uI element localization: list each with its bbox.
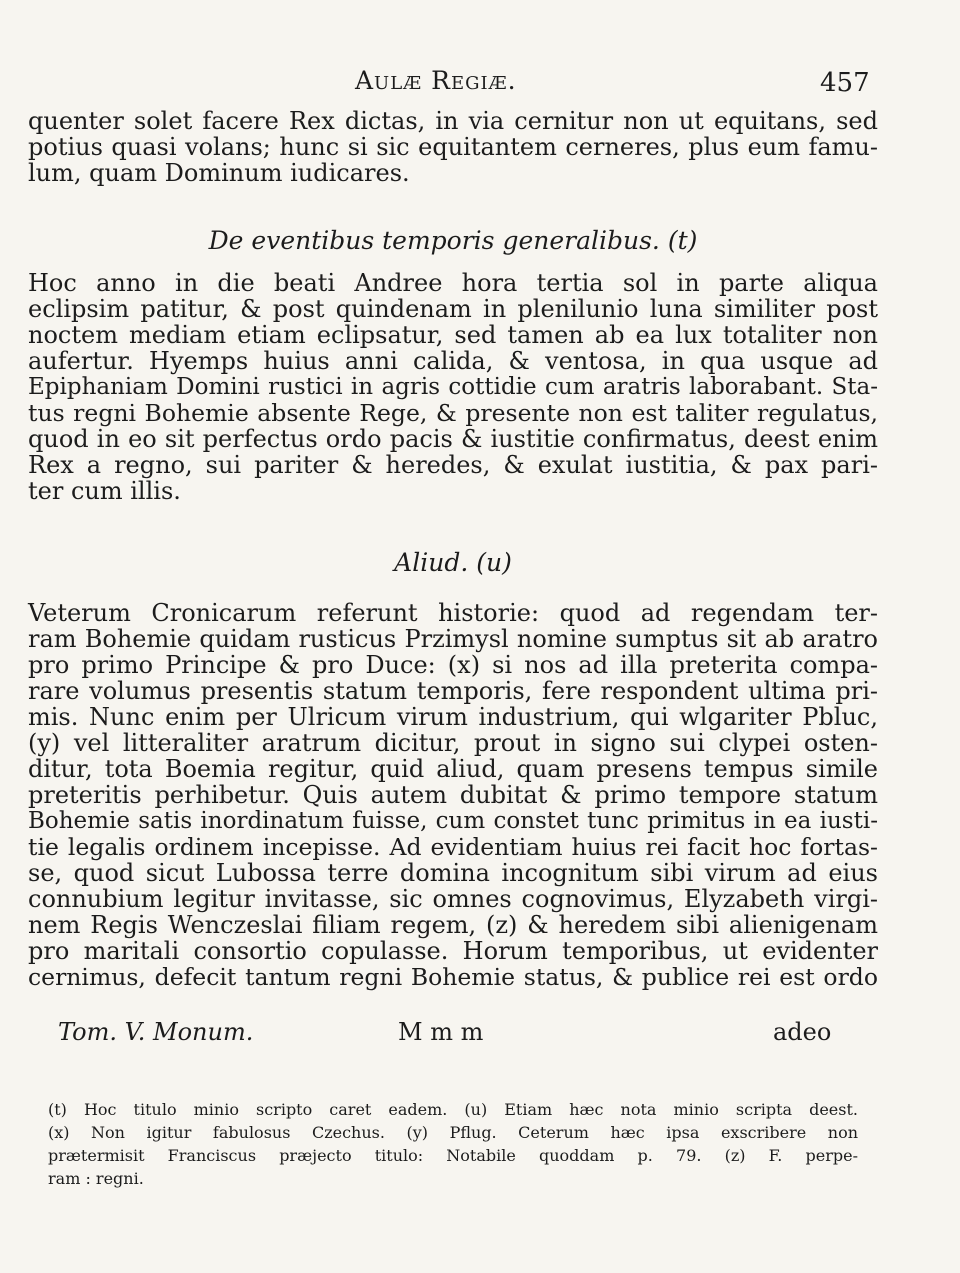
text-line: ram Bohemie quidam rusticus Przimysl nomine sumptus sit ab aratro — [28, 625, 878, 653]
text-line: quod in eo sit perfectus ordo pacis & iustitie confirmatus, deest enim — [28, 425, 878, 453]
section-heading: De eventibus temporis generalibus. (t) — [208, 226, 698, 255]
text-line: pro maritali consortio copulasse. Horum temporibus, ut evidenter — [28, 937, 878, 965]
catchline — [28, 1018, 878, 1048]
catchword: adeo — [773, 1018, 832, 1046]
text-line: connubium legitur invitasse, sic omnes cognovimus, Elyzabeth virgi- — [28, 885, 878, 913]
text-line: quenter solet facere Rex dictas, in via cernitur non ut equitans, sed — [28, 107, 878, 135]
footnote-line: ram : regni. — [48, 1169, 144, 1188]
text-line: potius quasi volans; hunc si sic equitantem cerneres, plus eum famu- — [28, 133, 878, 161]
section-heading: Aliud. (u) — [394, 548, 512, 577]
text-line: (y) vel litteraliter aratrum dicitur, prout in signo sui clypei osten- — [28, 729, 878, 757]
page-header — [0, 62, 960, 102]
text-line: noctem mediam etiam eclipsatur, sed tamen ab ea lux totaliter non — [28, 321, 878, 349]
paragraph-1 — [28, 108, 878, 186]
text-line: Hoc anno in die beati Andree hora tertia sol in parte aliqua — [28, 269, 878, 297]
text-line: ditur, tota Boemia regitur, quid aliud, quam presens tempus simile — [28, 755, 878, 783]
text-line: tie legalis ordinem incepisse. Ad evidentiam huius rei facit hoc fortas- — [28, 833, 878, 861]
text-line: lum, quam Dominum iudicares. — [28, 159, 410, 187]
text-line: Veterum Cronicarum referunt historie: quod ad regendam ter- — [28, 599, 878, 627]
text-line: eclipsim patitur, & post quindenam in plenilunio luna similiter post — [28, 295, 878, 323]
footnote-line: (t) Hoc titulo minio scripto caret eadem. (u) Etiam hæc nota minio scripta deest. — [48, 1100, 858, 1119]
text-line: cernimus, defecit tantum regni Bohemie status, & publice rei est ordo — [28, 963, 878, 991]
paragraph-3 — [28, 600, 878, 990]
text-line: mis. Nunc enim per Ulricum virum industrium, qui wlgariter Pbluc, — [28, 703, 878, 731]
sheet-signature: M m m — [398, 1018, 484, 1046]
footnote-line: prætermisit Franciscus præjecto titulo: Notabile quoddam p. 79. (z) F. perpe- — [48, 1146, 858, 1165]
text-line: tus regni Bohemie absente Rege, & presente non est taliter regulatus, — [28, 399, 878, 427]
running-head: Aulæ Regiæ. — [355, 66, 517, 95]
volume-signature: Tom. V. Monum. — [58, 1018, 254, 1046]
text-line: ter cum illis. — [28, 477, 181, 505]
paragraph-2 — [28, 270, 878, 504]
footnotes — [48, 1098, 858, 1190]
text-line: rare volumus presentis statum temporis, fere respondent ultima pri- — [28, 677, 878, 705]
footnote-line: (x) Non igitur fabulosus Czechus. (y) Pflug. Ceterum hæc ipsa exscribere non — [48, 1123, 858, 1142]
text-line: Rex a regno, sui pariter & heredes, & exulat iustitia, & pax pari- — [28, 451, 878, 479]
text-line: Bohemie satis inordinatum fuisse, cum constet tunc primitus in ea iusti- — [28, 808, 878, 834]
text-line: se, quod sicut Lubossa terre domina incognitum sibi virum ad eius — [28, 859, 878, 887]
text-line: nem Regis Wenczeslai filiam regem, (z) & heredem sibi alienigenam — [28, 911, 878, 939]
page-number: 457 — [820, 68, 870, 98]
text-line: aufertur. Hyemps huius anni calida, & ventosa, in qua usque ad — [28, 347, 878, 375]
text-line: Epiphaniam Domini rustici in agris cottidie cum aratris laborabant. Sta- — [28, 374, 878, 400]
text-line: preteritis perhibetur. Quis autem dubitat & primo tempore statum — [28, 781, 878, 809]
text-line: pro primo Principe & pro Duce: (x) si nos ad illa preterita compa- — [28, 651, 878, 679]
